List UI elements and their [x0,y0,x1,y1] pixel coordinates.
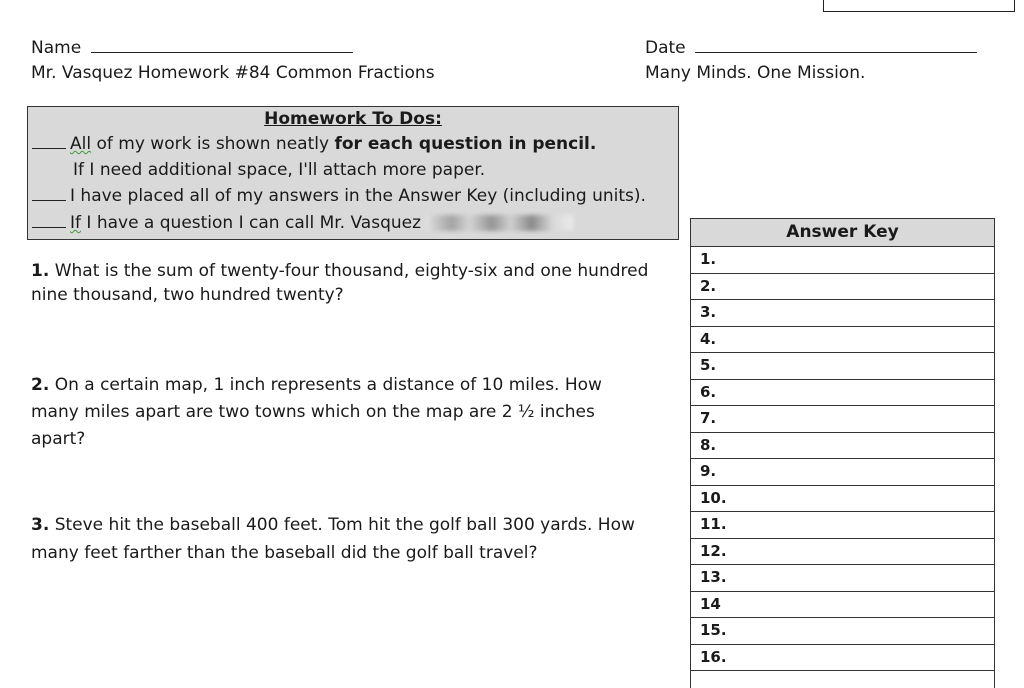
name-line [31,37,353,58]
answer-key-row[interactable]: 8. [691,433,994,460]
todo-text-1: of my work is shown neatly [91,134,335,154]
question-text: many feet farther than the baseball did the golf ball travel? [31,543,538,563]
todos-title: Homework To Dos: [264,109,442,129]
answer-key-row[interactable]: 2. [691,274,994,301]
name-label: Name [31,38,82,58]
todo-item-4 [32,213,573,233]
todo-text-4: I have a question I can call Mr. Vasquez [81,213,422,233]
todo-item-3 [32,186,646,206]
homework-todos-box [27,106,679,240]
answer-key-row[interactable]: 12. [691,539,994,566]
question-text: What is the sum of twenty-four thousand, eighty-six and one hundred [54,261,649,281]
todo-checkbox-1[interactable] [32,134,66,149]
todo-checkbox-3[interactable] [32,186,66,201]
question-text: On a certain map, 1 inch represents a distance of 10 miles. How [54,375,602,395]
corner-box [823,0,1015,12]
answer-key-row[interactable]: 7. [691,406,994,433]
todo-checkbox-4[interactable] [32,213,66,228]
answer-key-row[interactable]: 6. [691,380,994,407]
spelling-squiggle: All [70,134,92,154]
question-number: 2. [31,375,50,395]
question-2 [31,372,602,453]
question-number: 3. [31,515,50,535]
answer-key-table [690,218,995,688]
date-field[interactable] [695,37,977,53]
question-text: nine thousand, two hundred twenty? [31,285,344,305]
question-text: Steve hit the baseball 400 feet. Tom hit the golf ball 300 yards. How [54,515,635,535]
answer-key-row[interactable]: 13. [691,565,994,592]
todo-text-3: I have placed all of my answers in the Answer Key (including units). [70,186,646,206]
name-field[interactable] [91,37,353,53]
question-text: many miles apart are two towns which on the map are 2 ½ inches [31,402,595,422]
answer-key-row[interactable]: 4. [691,327,994,354]
answer-key-title: Answer Key [691,219,994,247]
answer-key-rows [691,247,994,671]
answer-key-row[interactable]: 16. [691,645,994,672]
question-1 [31,259,648,307]
answer-key-row[interactable]: 1. [691,247,994,274]
answer-key-row[interactable]: 9. [691,459,994,486]
homework-title: Mr. Vasquez Homework #84 Common Fractions [31,63,435,83]
todo-text-1-bold: for each question in pencil. [334,134,597,154]
spelling-squiggle-2: If [70,213,81,233]
date-label: Date [645,38,686,58]
answer-key-row[interactable]: 10. [691,486,994,513]
date-line [645,37,977,58]
question-3 [31,511,635,567]
answer-key-row[interactable]: 3. [691,300,994,327]
school-motto: Many Minds. One Mission. [645,63,866,83]
answer-key-row[interactable]: 5. [691,353,994,380]
question-text: apart? [31,429,86,449]
question-number: 1. [31,261,50,281]
todo-item-1 [32,134,596,154]
answer-key-row[interactable]: 15. [691,618,994,645]
answer-key-row[interactable]: 11. [691,512,994,539]
todo-item-2: If I need additional space, I'll attach more paper. [73,160,486,180]
redacted-phone-number [425,215,573,231]
answer-key-row[interactable]: 14 [691,592,994,619]
